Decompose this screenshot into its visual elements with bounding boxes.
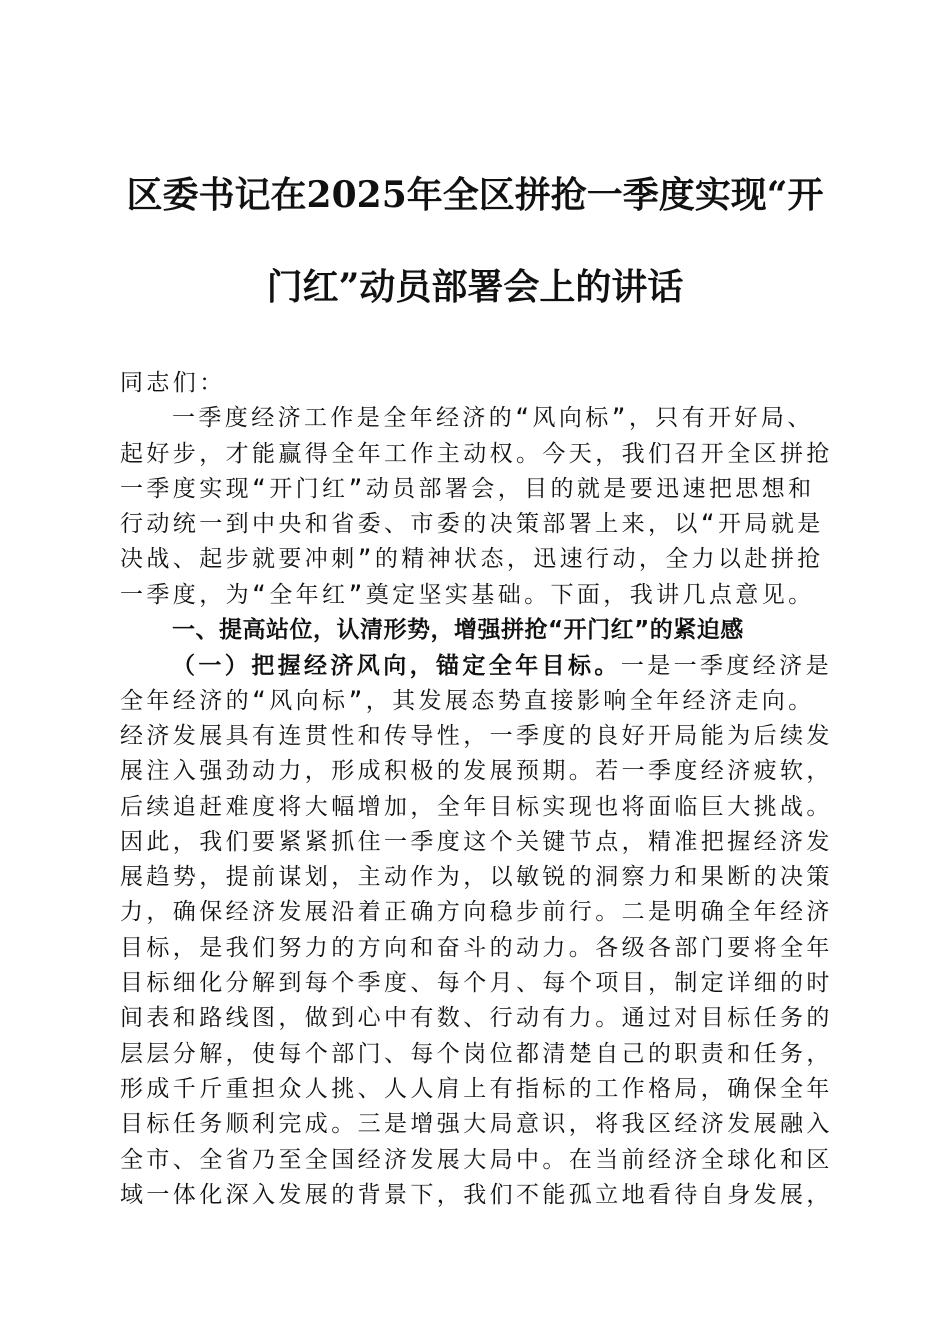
paragraph-line: 因此，我们要紧紧抓住一季度这个关键节点，精准把握经济发 xyxy=(120,828,833,855)
salutation: 同志们： xyxy=(120,370,226,396)
paragraph-line: 目标任务顺利完成。三是增强大局意识，将我区经济发展融入 xyxy=(120,1111,833,1138)
paragraph-line: 经济发展具有连贯性和传导性，一季度的良好开局能为后续发 xyxy=(120,722,833,749)
paragraph-line: 目标细化分解到每个季度、每个月、每个项目，制定详细的时 xyxy=(120,970,833,997)
paragraph-line: 力，确保经济发展沿着正确方向稳步前行。二是明确全年经济 xyxy=(120,899,833,926)
subsection-heading: （一）把握经济风向，锚定全年目标。 xyxy=(172,652,621,680)
document-title xyxy=(110,172,840,356)
paragraph-line: 间表和路线图，做到心中有数、行动有力。通过对目标任务的 xyxy=(120,1005,833,1032)
intro-line: 一季度经济工作是全年经济的“风向标”，只有开好局、 xyxy=(172,405,814,432)
subsection-first-text: 一是一季度经济是 xyxy=(620,653,833,680)
section-heading: 一、提高站位，认清形势，增强拼抢“开门红”的紧迫感 xyxy=(172,617,744,644)
paragraph-line: 全年经济的“风向标”，其发展态势直接影响全年经济走向。 xyxy=(120,687,815,714)
title-line-1: 区委书记在2025年全区拼抢一季度实现“开 xyxy=(126,174,824,216)
intro-line: 决战、起步就要冲刺”的精神状态，迅速行动，全力以赴拼抢 xyxy=(120,546,824,573)
paragraph-line: 全市、全省乃至全国经济发展大局中。在当前经济全球化和区 xyxy=(120,1146,833,1173)
subsection-first-line xyxy=(120,648,833,683)
title-line-2: 门红”动员部署会上的讲话 xyxy=(266,266,684,308)
intro-line: 行动统一到中央和省委、市委的决策部署上来，以“开局就是 xyxy=(120,511,824,538)
paragraph-line: 形成千斤重担众人挑、人人肩上有指标的工作格局，确保全年 xyxy=(120,1075,833,1102)
paragraph-line: 展注入强劲动力，形成积极的发展预期。若一季度经济疲软， xyxy=(120,758,833,785)
intro-line: 一季度，为“全年红”奠定坚实基础。下面，我讲几点意见。 xyxy=(120,581,815,608)
intro-line: 一季度实现“开门红”动员部署会，目的就是要迅速把思想和 xyxy=(120,475,815,502)
paragraph-line: 后续追赶难度将大幅增加，全年目标实现也将面临巨大挑战。 xyxy=(120,793,833,820)
paragraph-line: 目标，是我们努力的方向和奋斗的动力。各级各部门要将全年 xyxy=(120,934,833,961)
paragraph-line: 展趋势，提前谋划，主动作为，以敏锐的洞察力和果断的决策 xyxy=(120,864,833,891)
paragraph-line: 域一体化深入发展的背景下，我们不能孤立地看待自身发展， xyxy=(120,1181,833,1208)
intro-line: 起好步，才能赢得全年工作主动权。今天，我们召开全区拼抢 xyxy=(120,440,833,467)
paragraph-line: 层层分解，使每个部门、每个岗位都清楚自己的职责和任务， xyxy=(120,1040,833,1067)
speech-body xyxy=(120,366,833,1213)
